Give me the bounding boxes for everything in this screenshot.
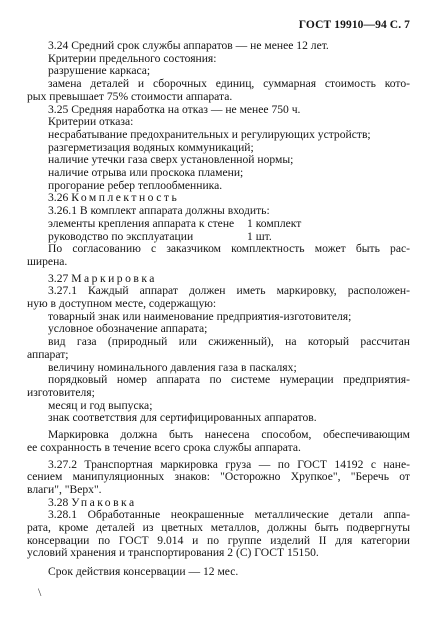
text-line: аппарат;	[27, 347, 69, 361]
text-line: 3.24 Средний срок службы аппаратов — не менее 12 лет.	[48, 39, 329, 52]
page-body	[27, 40, 410, 579]
text-line: рата, кроме деталей из цветных металлов, должны быть подвергнуты	[27, 521, 410, 535]
section-heading: 3.27 Маркировка	[48, 271, 157, 285]
text-line: рых превышает 75% стоимости аппарата.	[27, 89, 233, 103]
text-line: условий хранения и транспортирования 2 (С) ГОСТ 15150.	[27, 546, 319, 560]
text-line: Срок действия консервации — 12 мес.	[48, 565, 239, 579]
text-line: товарный знак или наименование предприятия-изготовителя;	[48, 309, 352, 323]
text-line: 3.26.1 В комплект аппарата должны входить:	[48, 204, 270, 218]
text-line: знак соответствия для сертифицированных аппаратов.	[48, 411, 317, 425]
text-line: Критерии отказа:	[48, 115, 134, 129]
text-line: 3.27.1 Каждый аппарат должен иметь маркировку, расположен-	[48, 284, 410, 298]
text-line: разгерметизация водяных коммуникаций;	[48, 140, 254, 154]
text-line: влаги", "Верх".	[27, 482, 102, 496]
text-line: Критерии предельного состояния:	[48, 51, 217, 65]
text-line: консервации по ГОСТ 9.014 и по группе изделий II для категории	[27, 533, 410, 547]
text-line: величину номинального давления газа в паскалях;	[48, 360, 297, 374]
text-line: 3.25 Средняя наработка на отказ — не менее 750 ч.	[48, 102, 301, 116]
text-line: прогорание ребер теплообменника.	[48, 178, 223, 192]
text-line: вид газа (природный или сжиженный), на который рассчитан	[48, 335, 410, 349]
text-line: сением манипуляционных знаков: "Осторожно Хрупкое", "Беречь от	[27, 470, 410, 484]
text-line: наличие отрыва или проскока пламени;	[48, 166, 244, 180]
margin-mark: \	[38, 585, 42, 599]
text-line: изготовителя;	[27, 385, 95, 399]
text-line: несрабатывание предохранительных и регулирующих устройств;	[48, 127, 371, 141]
text-line: По согласованию с заказчиком комплектность может быть рас-	[48, 242, 410, 256]
text-line: 3.27.2 Транспортная маркировка груза — по ГОСТ 14192 с нане-	[48, 457, 410, 471]
text-line: 3.28.1 Обработанные неокрашенные металлические детали аппа-	[48, 508, 410, 522]
section-heading: 3.28 Упаковка	[48, 495, 137, 509]
text-line: замена деталей и сборочных единиц, суммарная стоимость кото-	[48, 77, 410, 91]
text-line: Маркировка должна быть нанесена способом, обеспечивающим	[48, 428, 410, 442]
text-line: месяц и год выпуска;	[48, 398, 153, 412]
text-line: условное обозначение аппарата;	[48, 322, 208, 336]
section-heading: 3.26 Комплектность	[48, 191, 180, 205]
text-line: разрушение каркаса;	[48, 64, 151, 78]
kit-item: элементы крепления аппарата к стене	[48, 216, 235, 230]
text-line: ную в доступном месте, содержащую:	[27, 297, 217, 311]
text-line: наличие утечки газа сверх установленной нормы;	[48, 153, 294, 167]
page-header: ГОСТ 19910—94 С. 7	[298, 19, 410, 31]
kit-row	[27, 218, 410, 231]
text-line: порядковый номер аппарата по системе нумерации предприятия-	[48, 373, 410, 387]
kit-item: руководство по эксплуатации	[48, 229, 194, 243]
kit-quantity: 1 комплект	[247, 216, 302, 230]
text-line: ширена.	[27, 254, 68, 268]
kit-quantity: 1 шт.	[247, 229, 272, 243]
text-line: ее сохранность в течение всего срока службы аппарата.	[27, 440, 301, 454]
